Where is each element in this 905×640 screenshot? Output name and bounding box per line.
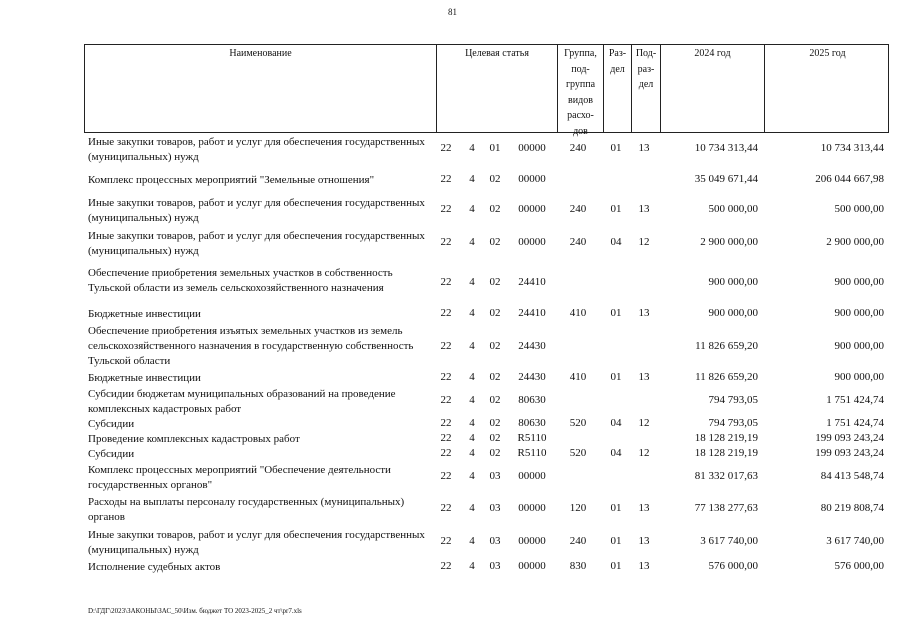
row-d: 24430 <box>518 371 546 383</box>
row-b: 4 <box>469 276 475 288</box>
file-path-footer: D:\ГДГ\2023\ЗАКОНЫ\ЗАС_50\Изм. бюджет ТО 2023-2025_2 чт\pr7.xls <box>88 607 302 615</box>
row-podrazdel: 13 <box>638 502 650 514</box>
row-a: 22 <box>440 394 452 406</box>
row-y2025: 1 751 424,74 <box>826 417 884 429</box>
table-row <box>84 324 889 371</box>
row-name: Расходы на выплаты персоналу государственных (муниципальных) органов <box>88 496 405 523</box>
row-podrazdel: 13 <box>638 560 650 572</box>
row-a: 22 <box>440 339 452 352</box>
row-group: 520 <box>569 447 587 459</box>
row-name: Иные закупки товаров, работ и услуг для обеспечения государственных (муниципальных) нужд <box>88 136 425 163</box>
header-name: Наименование <box>229 48 292 59</box>
row-c: 03 <box>489 560 501 572</box>
row-a: 22 <box>440 203 452 215</box>
row-razdel: 01 <box>610 307 622 319</box>
row-y2024: 3 617 740,00 <box>700 535 758 547</box>
row-a: 22 <box>440 276 452 288</box>
row-b: 4 <box>469 502 475 514</box>
row-b: 4 <box>469 236 475 248</box>
row-y2025: 199 093 243,24 <box>815 432 884 444</box>
header-podrazdel: Под-раз-дел <box>631 45 660 132</box>
row-b: 4 <box>469 307 475 319</box>
table-row <box>84 307 889 322</box>
row-y2024: 18 128 219,19 <box>694 432 758 444</box>
table-row <box>84 495 889 525</box>
row-c: 03 <box>489 535 501 547</box>
row-a: 22 <box>440 502 452 514</box>
row-d: 00000 <box>518 560 546 572</box>
row-y2025: 2 900 000,00 <box>826 236 884 248</box>
row-d: 00000 <box>518 173 546 185</box>
row-group: 240 <box>569 142 587 154</box>
row-group: 830 <box>569 560 587 572</box>
row-c: 02 <box>489 203 501 215</box>
row-c: 02 <box>489 432 501 444</box>
row-y2024: 11 826 659,20 <box>695 339 758 352</box>
row-b: 4 <box>469 203 475 215</box>
row-a: 22 <box>440 173 452 185</box>
row-d: 80630 <box>518 394 546 406</box>
row-name: Исполнение судебных актов <box>88 561 221 573</box>
row-y2025: 3 617 740,00 <box>826 535 884 547</box>
row-a: 22 <box>440 236 452 248</box>
row-b: 4 <box>469 142 475 154</box>
row-group: 410 <box>569 371 587 383</box>
row-y2024: 10 734 313,44 <box>694 142 758 154</box>
row-a: 22 <box>440 447 452 459</box>
row-b: 4 <box>469 447 475 459</box>
row-group: 240 <box>569 236 587 248</box>
table-row <box>84 432 889 447</box>
table-row <box>84 528 889 558</box>
row-a: 22 <box>440 307 452 319</box>
row-group: 410 <box>569 307 587 319</box>
row-y2024: 900 000,00 <box>708 276 758 288</box>
row-d: 00000 <box>518 535 546 547</box>
row-y2025: 500 000,00 <box>834 203 884 215</box>
row-razdel: 01 <box>610 502 622 514</box>
row-y2025: 206 044 667,98 <box>815 173 884 185</box>
row-name: Субсидии <box>88 418 135 430</box>
row-d: R5110 <box>517 432 547 444</box>
row-group: 120 <box>569 502 587 514</box>
table-row <box>84 229 889 259</box>
table-row <box>84 463 889 493</box>
row-y2025: 576 000,00 <box>834 560 884 572</box>
row-y2024: 11 826 659,20 <box>695 371 758 383</box>
row-podrazdel: 12 <box>638 447 650 459</box>
row-d: 00000 <box>518 203 546 215</box>
row-y2025: 900 000,00 <box>834 307 884 319</box>
row-podrazdel: 13 <box>638 142 650 154</box>
row-y2024: 18 128 219,19 <box>694 447 758 459</box>
row-a: 22 <box>440 535 452 547</box>
row-b: 4 <box>469 432 475 444</box>
row-d: 00000 <box>518 502 546 514</box>
row-name: Субсидии бюджетам муниципальных образований на проведение комплексных кадастровых работ <box>88 388 396 415</box>
row-b: 4 <box>469 560 475 572</box>
row-name: Бюджетные инвестиции <box>88 372 201 384</box>
row-y2024: 794 793,05 <box>708 394 758 406</box>
row-name: Комплекс процессных мероприятий "Земельные отношения" <box>88 174 375 186</box>
row-a: 22 <box>440 371 452 383</box>
row-a: 22 <box>440 470 452 482</box>
table-row <box>84 447 889 462</box>
row-y2025: 1 751 424,74 <box>826 394 884 406</box>
row-name: Иные закупки товаров, работ и услуг для обеспечения государственных (муниципальных) нужд <box>88 529 425 556</box>
row-razdel: 04 <box>610 447 622 459</box>
table-row <box>84 387 889 417</box>
row-y2025: 84 413 548,74 <box>820 470 884 482</box>
row-name: Субсидии <box>88 448 135 460</box>
row-c: 02 <box>489 417 501 429</box>
header-target: Целевая статья <box>436 45 557 132</box>
row-d: 24410 <box>518 276 546 288</box>
row-y2024: 77 138 277,63 <box>694 502 758 514</box>
row-group: 520 <box>569 417 587 429</box>
row-y2025: 80 219 808,74 <box>820 502 884 514</box>
header-2025: 2025 год <box>764 45 890 132</box>
row-c: 03 <box>489 470 501 482</box>
row-d: 00000 <box>518 142 546 154</box>
row-y2025: 900 000,00 <box>834 276 884 288</box>
row-b: 4 <box>469 173 475 185</box>
row-podrazdel: 13 <box>638 307 650 319</box>
row-name: Иные закупки товаров, работ и услуг для обеспечения государственных (муниципальных) нужд <box>88 230 425 257</box>
header-group: Группа, под-группа видов расхо-дов <box>557 45 603 132</box>
row-c: 02 <box>489 307 501 319</box>
row-razdel: 01 <box>610 142 622 154</box>
row-razdel: 01 <box>610 371 622 383</box>
row-d: 24430 <box>518 339 546 352</box>
row-y2024: 35 049 671,44 <box>694 173 758 185</box>
row-c: 02 <box>489 447 501 459</box>
row-c: 02 <box>489 173 501 185</box>
header-2024: 2024 год <box>660 45 764 132</box>
table-row <box>84 196 889 226</box>
row-podrazdel: 12 <box>638 417 650 429</box>
row-y2024: 900 000,00 <box>708 307 758 319</box>
row-podrazdel: 13 <box>638 535 650 547</box>
row-name: Бюджетные инвестиции <box>88 308 201 320</box>
row-d: 00000 <box>518 470 546 482</box>
row-c: 02 <box>489 236 501 248</box>
row-y2024: 500 000,00 <box>708 203 758 215</box>
table-row <box>84 417 889 432</box>
row-a: 22 <box>440 142 452 154</box>
row-name: Иные закупки товаров, работ и услуг для обеспечения государственных (муниципальных) нужд <box>88 197 425 224</box>
page-number: 81 <box>448 7 457 17</box>
table-row <box>84 173 889 189</box>
row-c: 02 <box>489 394 501 406</box>
row-razdel: 01 <box>610 203 622 215</box>
header-razdel: Раз-дел <box>603 45 631 132</box>
table-row <box>84 371 889 386</box>
row-b: 4 <box>469 470 475 482</box>
row-y2025: 900 000,00 <box>834 339 884 352</box>
row-c: 03 <box>489 502 501 514</box>
table-row <box>84 135 889 165</box>
row-b: 4 <box>469 535 475 547</box>
row-y2025: 10 734 313,44 <box>820 142 884 154</box>
row-b: 4 <box>469 417 475 429</box>
row-name: Обеспечение приобретения земельных участков в собственность Тульской области из земель сельскохозяйственного назначения <box>88 267 393 294</box>
row-y2024: 576 000,00 <box>708 560 758 572</box>
row-name: Проведение комплексных кадастровых работ <box>88 433 300 445</box>
row-b: 4 <box>469 394 475 406</box>
row-d: 24410 <box>518 307 546 319</box>
row-podrazdel: 13 <box>638 371 650 383</box>
row-c: 01 <box>489 142 501 154</box>
row-podrazdel: 12 <box>638 236 650 248</box>
row-a: 22 <box>440 432 452 444</box>
row-name: Обеспечение приобретения изъятых земельных участков из земель сельскохозяйственного назначения в государственную собственность Тульской области <box>88 325 414 367</box>
table-header <box>84 44 889 137</box>
row-a: 22 <box>440 417 452 429</box>
row-razdel: 04 <box>610 417 622 429</box>
table-row <box>84 266 889 302</box>
row-razdel: 04 <box>610 236 622 248</box>
row-d: 80630 <box>518 417 546 429</box>
row-podrazdel: 13 <box>638 203 650 215</box>
row-d: 00000 <box>518 236 546 248</box>
row-c: 02 <box>489 371 501 383</box>
row-c: 02 <box>489 339 501 352</box>
row-razdel: 01 <box>610 535 622 547</box>
row-c: 02 <box>489 276 501 288</box>
row-group: 240 <box>569 203 587 215</box>
row-y2024: 2 900 000,00 <box>700 236 758 248</box>
row-name: Комплекс процессных мероприятий "Обеспечение деятельности государственных органов" <box>88 464 391 491</box>
row-group: 240 <box>569 535 587 547</box>
row-y2024: 794 793,05 <box>708 417 758 429</box>
row-b: 4 <box>469 371 475 383</box>
table-row <box>84 560 889 575</box>
row-a: 22 <box>440 560 452 572</box>
row-razdel: 01 <box>610 560 622 572</box>
row-y2024: 81 332 017,63 <box>694 470 758 482</box>
row-y2025: 900 000,00 <box>834 371 884 383</box>
row-y2025: 199 093 243,24 <box>815 447 884 459</box>
row-b: 4 <box>469 339 475 352</box>
row-d: R5110 <box>517 447 547 459</box>
